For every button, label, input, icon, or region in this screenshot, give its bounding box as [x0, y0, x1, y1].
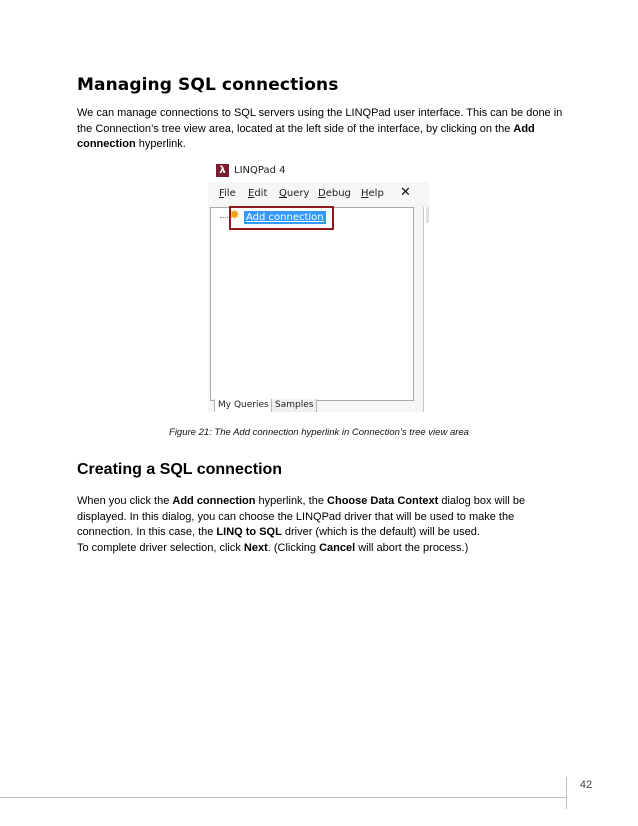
text-run: . (Clicking — [267, 542, 320, 554]
text-run: We can manage connections to SQL servers using the LINQPad user interface. This can be done in the Connection’s tree view area, located at the left side of the interface, by clicking on the — [77, 107, 563, 135]
menu-file[interactable]: File — [219, 188, 236, 199]
bold-term: Add connection — [172, 495, 256, 507]
menu-debug[interactable]: Debug — [318, 188, 351, 199]
text-run: will abort the process.) — [355, 542, 469, 554]
linqpad-logo-icon: λ — [216, 164, 229, 177]
bold-term: Choose Data Context — [327, 495, 439, 507]
add-connection-link[interactable]: Add connection — [246, 212, 324, 223]
close-icon[interactable]: ✕ — [400, 185, 411, 200]
tab-my-queries[interactable]: My Queries — [214, 399, 273, 412]
highlight-box — [229, 206, 334, 230]
bold-term: LINQ to SQL — [216, 526, 282, 538]
bold-term: Cancel — [319, 542, 356, 554]
text-run: driver (which is the default) will be used. — [281, 526, 480, 538]
footer-rule — [0, 797, 566, 798]
page-number: 42 — [579, 779, 593, 791]
text-run: hyperlink. — [135, 138, 186, 150]
text-run: dialog box will be displayed. In this dialog, you can choose the LINQPad driver that will be used to make the connection. In this case, the — [77, 495, 526, 538]
sparkle-star-icon: ✸ — [229, 208, 240, 223]
intro-paragraph — [77, 106, 567, 153]
menu-bar — [208, 184, 429, 204]
menu-help[interactable]: Help — [361, 188, 384, 199]
creating-paragraph — [77, 494, 567, 541]
menu-edit[interactable]: Edit — [248, 188, 268, 199]
bold-term: Add connection — [77, 122, 535, 150]
section-heading-creating: Creating a SQL connection — [77, 461, 283, 478]
section-heading-managing: Managing SQL connections — [77, 75, 339, 95]
linqpad-screenshot — [208, 160, 429, 412]
tab-strip — [210, 399, 422, 412]
window-titlebar — [208, 160, 429, 182]
figure-caption: Figure 21: The Add connection hyperlink in Connection’s tree view area — [169, 427, 469, 438]
toolbar-edge — [426, 207, 429, 223]
query-editor-edge — [423, 207, 429, 412]
connection-tree-view[interactable] — [210, 207, 414, 401]
driver-selection-paragraph — [77, 541, 567, 557]
tab-samples[interactable]: Samples — [271, 399, 317, 412]
text-run: When you click the — [77, 495, 173, 507]
bold-term: Next — [243, 542, 268, 554]
menu-query[interactable]: Query — [279, 188, 310, 199]
text-run: hyperlink, the — [255, 495, 328, 507]
window-title: LINQPad 4 — [234, 165, 286, 176]
text-run: To complete driver selection, click — [77, 542, 244, 554]
